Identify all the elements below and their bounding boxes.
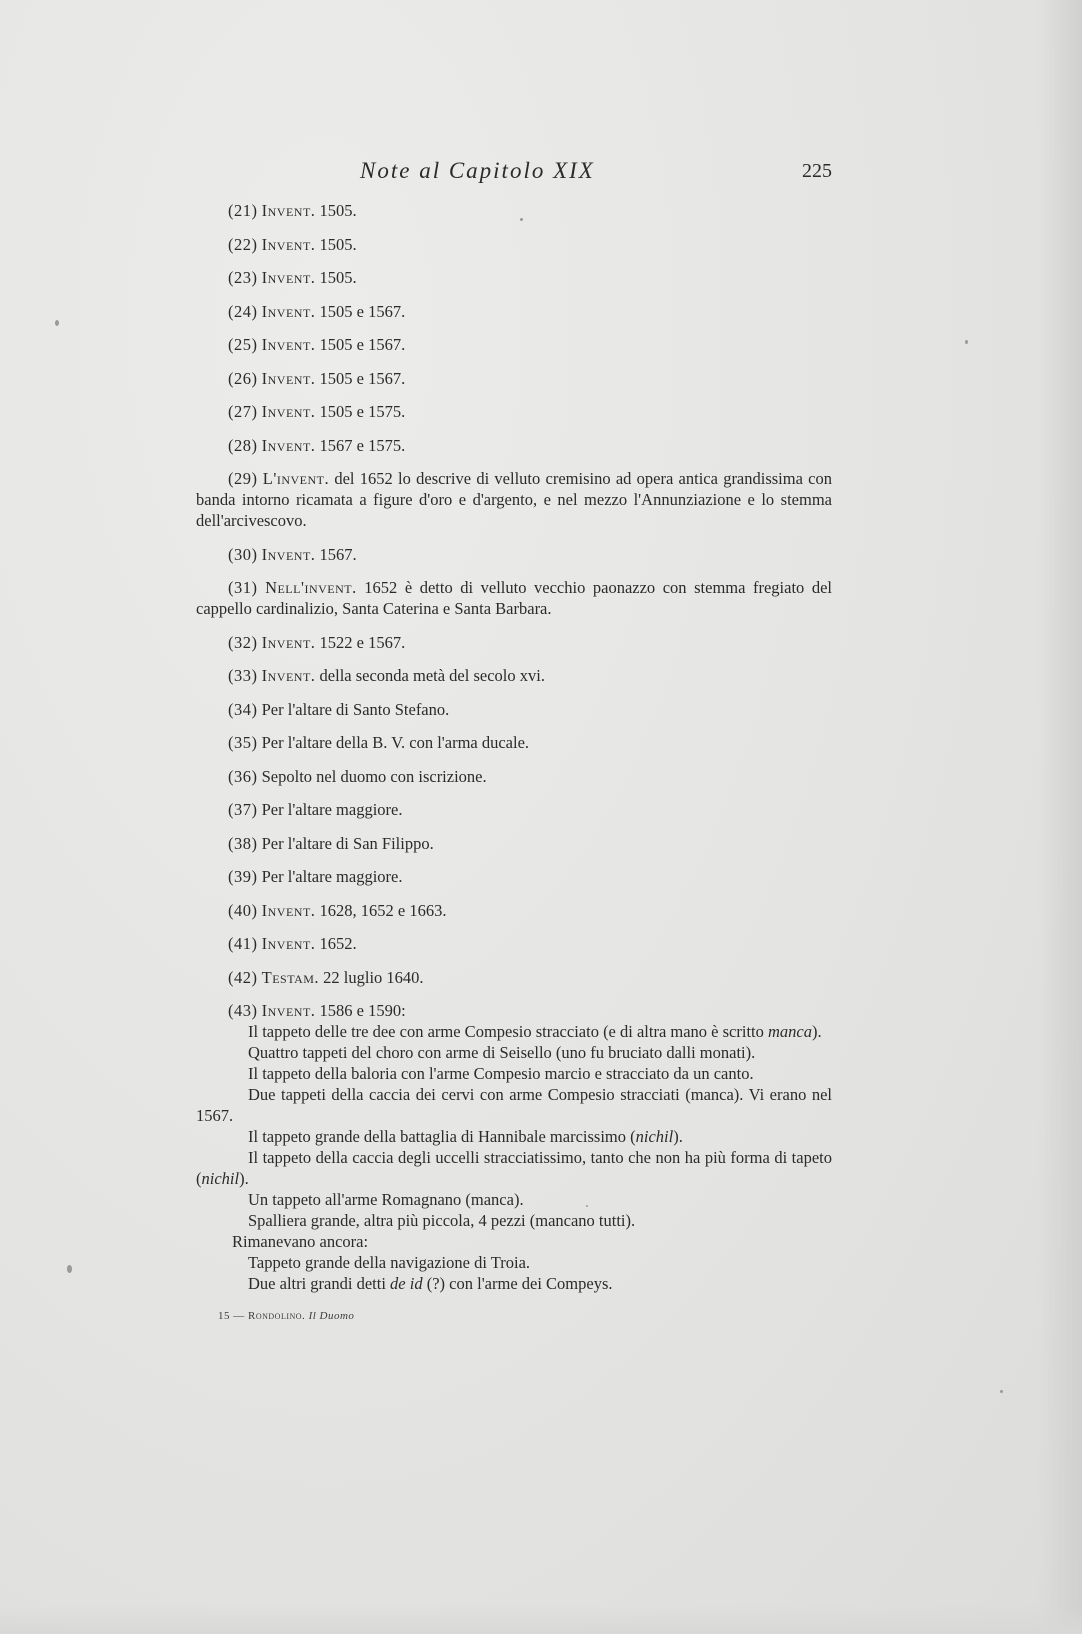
note-40: (40) Invent. 1628, 1652 e 1663.	[228, 900, 447, 920]
note-36: (36) Sepolto nel duomo con iscrizione.	[228, 766, 487, 786]
endnotes	[196, 200, 832, 1294]
note-31: (31) Nell'invent. 1652 è detto di velluto vecchio paonazzo con stemma fregiato del cappello cardinalizio, Santa Caterina e Santa Barbara.	[196, 578, 833, 618]
note-39: (39) Per l'altare maggiore.	[228, 867, 403, 886]
paper-speck	[1000, 1390, 1003, 1393]
note-43: (43) Invent. 1586 e 1590:	[228, 1001, 406, 1020]
inventory-remaining-label: Rimanevano ancora:	[232, 1232, 369, 1251]
note-28: (28) Invent. 1567 e 1575.	[228, 435, 406, 455]
note-37: (37) Per l'altare maggiore.	[228, 800, 403, 819]
note-25: (25) Invent. 1505 e 1567.	[228, 335, 406, 354]
note-27: (27) Invent. 1505 e 1575.	[228, 402, 406, 421]
signature-work: Il Duomo	[308, 1310, 355, 1322]
note-21: (21) Invent. 1505.	[228, 201, 357, 220]
inventory-item: Due altri grandi detti de id (?) con l'arme dei Compeys.	[248, 1274, 613, 1293]
note-29: (29) L'invent. del 1652 lo descrive di velluto cremisino ad opera antica grandissima con banda intorno ricamata a figure d'oro e d'argento, e nel mezzo l'Annunziazione e lo stemma dell'arcivescovo.	[196, 469, 833, 530]
note-26: (26) Invent. 1505 e 1567.	[228, 368, 406, 388]
page-number: 225	[802, 160, 832, 182]
signature-author: Rondolino.	[248, 1310, 306, 1322]
page-edge-shadow	[1038, 0, 1082, 1634]
signature-sheet: 15 —	[218, 1310, 245, 1322]
note-42: (42) Testam. 22 luglio 1640.	[228, 967, 424, 987]
paper-speck	[67, 1265, 72, 1273]
note-32: (32) Invent. 1522 e 1567.	[228, 632, 406, 652]
note-23: (23) Invent. 1505.	[228, 268, 357, 287]
page-bottom-shadow	[0, 1604, 1082, 1634]
printer-signature	[218, 1310, 354, 1322]
note-38: (38) Per l'altare di San Filippo.	[228, 833, 434, 853]
note-30: (30) Invent. 1567.	[228, 544, 357, 564]
inventory-item: Tappeto grande della navigazione di Troia.	[248, 1253, 531, 1272]
inventory-item: Spalliera grande, altra più piccola, 4 pezzi (mancano tutti).	[248, 1211, 636, 1230]
running-title: Note al Capitolo XIX	[360, 158, 595, 183]
inventory-item: Due tappeti della caccia dei cervi con arme Compesio stracciati (manca). Vi erano nel 1567.	[196, 1085, 832, 1125]
running-header	[0, 158, 1082, 188]
inventory-item: Il tappeto della baloria con l'arme Compesio marcio e stracciato da un canto.	[248, 1064, 754, 1083]
inventory-item: Il tappeto grande della battaglia di Hannibale marcissimo (nichil).	[248, 1127, 683, 1146]
note-24: (24) Invent. 1505 e 1567.	[228, 301, 406, 321]
inventory-item: Il tappeto delle tre dee con arme Compesio stracciato (e di altra mano è scritto manca).	[248, 1022, 822, 1041]
note-35: (35) Per l'altare della B. V. con l'arma ducale.	[228, 733, 530, 752]
inventory-list	[196, 1021, 832, 1294]
inventory-item: Il tappeto della caccia degli uccelli stracciatissimo, tanto che non ha più forma di tapeto (nichil).	[196, 1148, 832, 1188]
note-41: (41) Invent. 1652.	[228, 934, 357, 953]
note-33: (33) Invent. della seconda metà del secolo xvi.	[228, 666, 545, 685]
paper-speck	[965, 340, 968, 344]
note-34: (34) Per l'altare di Santo Stefano.	[228, 699, 450, 719]
paper-speck	[55, 320, 59, 326]
note-22: (22) Invent. 1505.	[228, 234, 357, 254]
inventory-item: Quattro tappeti del choro con arme di Seisello (uno fu bruciato dalli monati).	[248, 1043, 756, 1062]
inventory-item: Un tappeto all'arme Romagnano (manca).	[248, 1190, 524, 1209]
